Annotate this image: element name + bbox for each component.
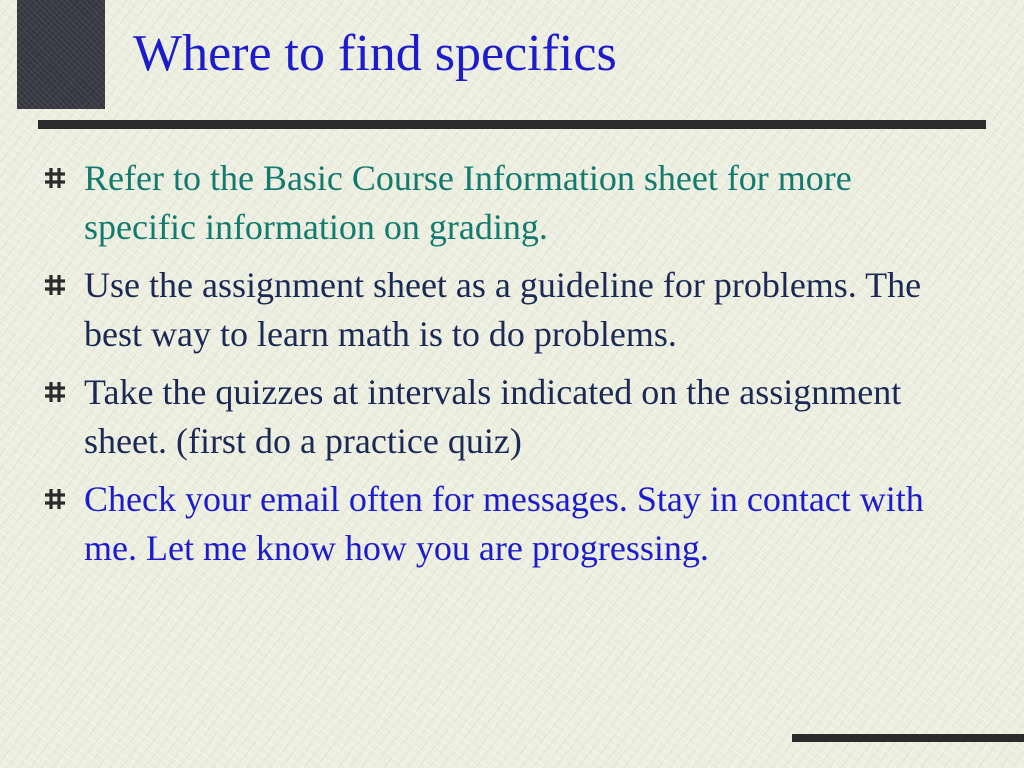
bullet-list — [44, 154, 944, 582]
corner-decoration-square — [17, 0, 105, 109]
bullet-item — [44, 368, 944, 466]
bullet-text: Use the assignment sheet as a guideline for problems. The best way to learn math is to do problems. — [84, 265, 922, 354]
bullet-item — [44, 261, 944, 359]
hash-bullet-icon — [44, 154, 84, 189]
footer-rule — [792, 734, 1024, 742]
hash-bullet-icon — [44, 261, 84, 296]
slide-title: Where to find specifics — [133, 25, 617, 82]
hash-bullet-icon — [44, 368, 84, 403]
hash-bullet-icon — [44, 475, 84, 510]
bullet-item — [44, 475, 944, 573]
bullet-text: Check your email often for messages. Stay in contact with me. Let me know how you are progressing. — [84, 479, 924, 568]
title-underline-rule — [38, 120, 986, 129]
bullet-text: Take the quizzes at intervals indicated on the assignment sheet. (first do a practice quiz) — [84, 372, 902, 461]
bullet-item — [44, 154, 944, 252]
bullet-text: Refer to the Basic Course Information sheet for more specific information on grading. — [84, 158, 852, 247]
